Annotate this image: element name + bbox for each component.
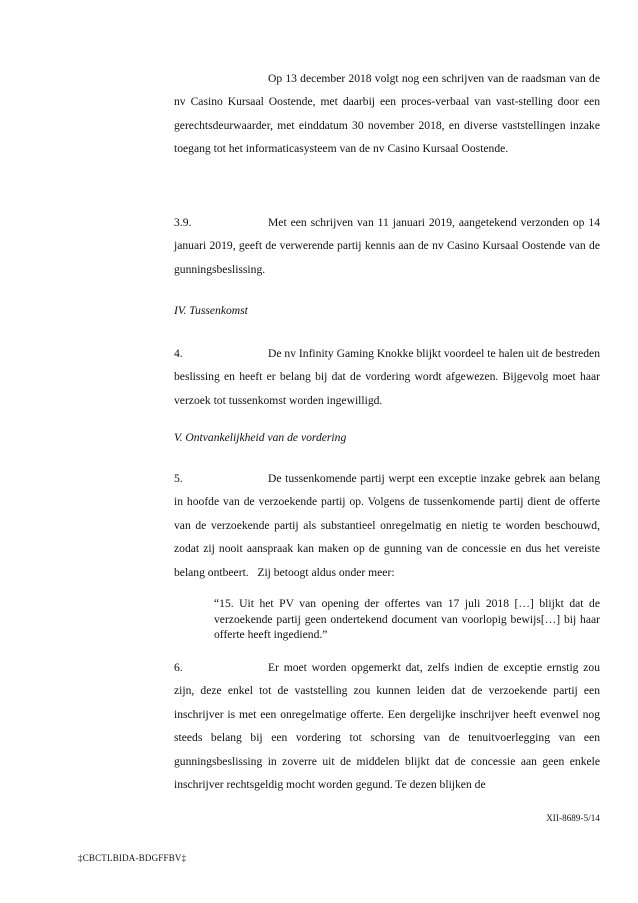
paragraph-intro xyxy=(174,67,600,161)
paragraph-number: 3.9. xyxy=(174,216,192,229)
document-code: ‡CBCTLBIDA-BDGFFBV‡ xyxy=(78,853,187,863)
paragraph-text: Op 13 december 2018 volgt nog een schrijven van de raadsman van de nv Casino Kursaal Oostende, met daarbij een proces-verbaal van vast-stelling door een gerechtsdeurwaarder, met einddatum 30 november 2018, en diverse vaststellingen inzake toegang tot het informaticasysteem van de nv Casino Kursaal Oostende. xyxy=(174,72,600,156)
page-reference: XII-8689-5/14 xyxy=(546,813,600,823)
paragraph-5 xyxy=(174,467,600,584)
block-quote: “15. Uit het PV van opening der offertes van 17 juli 2018 […] blijkt dat de verzoekende partij geen ondertekend document van voorlopig bewijs[…] bij haar offerte heeft ingediend.” xyxy=(214,597,600,642)
paragraph-text: Met een schrijven van 11 januari 2019, aangetekend verzonden op 14 januari 2019, geeft de verwerende partij kennis aan de nv Casino Kursaal Oostende van de gunningsbeslissing. xyxy=(174,216,600,276)
paragraph-text: Er moet worden opgemerkt dat, zelfs indien de exceptie ernstig zou zijn, deze enkel tot de vaststelling zou kunnen leiden dat de verzoekende partij een inschrijver is met een onregelmatige offerte. Een dergelijke inschrijver heeft evenwel nog steeds belang bij een vordering tot schorsing van de tenuitvoerlegging van een gunningsbeslissing in zoverre uit de middelen blijkt dat de concessie aan geen enkele inschrijver rechtsgeldig mocht worden gegund. Te dezen blijken de xyxy=(174,661,600,792)
section-heading-v: V. Ontvankelijkheid van de vordering xyxy=(174,431,347,444)
paragraph-4 xyxy=(174,342,600,412)
paragraph-3-9 xyxy=(174,211,600,281)
paragraph-number: 4. xyxy=(174,347,183,360)
paragraph-6 xyxy=(174,656,600,796)
paragraph-number: 6. xyxy=(174,661,183,674)
section-heading-iv: IV. Tussenkomst xyxy=(174,304,248,317)
paragraph-text: De tussenkomende partij werpt een exceptie inzake gebrek aan belang in hoofde van de verzoekende partij op. Volgens de tussenkomende partij dient de offerte van de verzoekende partij als substantieel onregelmatig en nietig te worden beschouwd, zodat zij nooit aanspraak kan maken op de gunning van de concessie en dus het vereiste belang ontbeert. Zij betoogt aldus onder meer: xyxy=(174,472,600,579)
paragraph-number: 5. xyxy=(174,472,183,485)
paragraph-text: De nv Infinity Gaming Knokke blijkt voordeel te halen uit de bestreden beslissing en heeft er belang bij dat de vordering wordt afgewezen. Bijgevolg moet haar verzoek tot tussenkomst worden ingewilligd. xyxy=(174,347,600,407)
